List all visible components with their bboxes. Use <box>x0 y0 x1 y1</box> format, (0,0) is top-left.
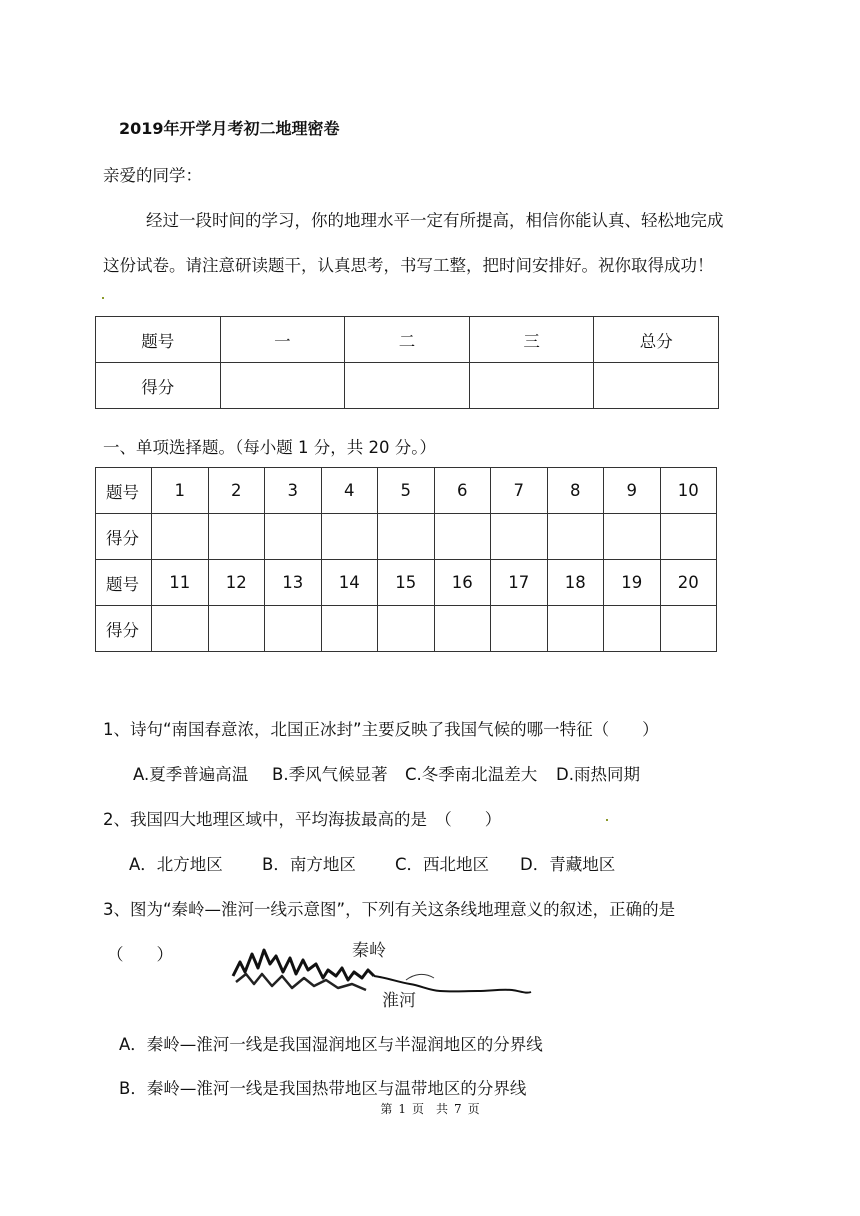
table-header-cell: 二 <box>345 317 470 363</box>
score-cell[interactable] <box>220 363 345 409</box>
table-header-cell: 题号 <box>96 317 221 363</box>
question-1-option-d: D.雨热同期 <box>556 765 640 784</box>
question-3-option-b: B．秦岭—淮河一线是我国热带地区与温带地区的分界线 <box>119 1079 527 1098</box>
question-3-stem: 3、图为“秦岭—淮河一线示意图”，下列有关这条线地理意义的叙述，正确的是 <box>103 900 676 919</box>
question-number: 5 <box>378 468 435 514</box>
question-number: 11 <box>152 560 209 606</box>
question-number: 17 <box>491 560 548 606</box>
greeting: 亲爱的同学： <box>103 166 202 185</box>
answer-cell[interactable] <box>378 514 435 560</box>
question-1-option-a: A.夏季普遍高温 <box>133 765 249 784</box>
score-cell[interactable] <box>469 363 594 409</box>
question-number: 2 <box>208 468 265 514</box>
question-number: 15 <box>378 560 435 606</box>
answer-cell[interactable] <box>152 606 209 652</box>
question-number: 19 <box>604 560 661 606</box>
question-2-option-c: C．西北地区 <box>395 855 490 874</box>
answer-cell[interactable] <box>604 514 661 560</box>
question-number: 7 <box>491 468 548 514</box>
page-footer <box>0 1100 860 1117</box>
question-1-stem: 1、诗句“南国春意浓，北国正冰封”主要反映了我国气候的哪一特征（ ） <box>103 720 659 739</box>
row-label: 得分 <box>96 363 221 409</box>
section-heading: 一、单项选择题。（每小题 1 分，共 20 分。） <box>103 438 436 457</box>
answer-cell[interactable] <box>604 606 661 652</box>
qinling-huaihe-map <box>228 934 533 1010</box>
answer-cell[interactable] <box>660 606 717 652</box>
question-number: 13 <box>265 560 322 606</box>
question-2-option-d: D．青藏地区 <box>520 855 616 874</box>
question-3-blank: （ ） <box>107 945 173 964</box>
question-2-option-a: A．北方地区 <box>129 855 223 874</box>
stray-mark <box>102 297 104 299</box>
river-branch <box>406 974 434 980</box>
answer-grid-table <box>95 467 717 652</box>
footer-prefix: 第 <box>380 1102 393 1116</box>
row-label: 得分 <box>96 514 152 560</box>
answer-cell[interactable] <box>434 514 491 560</box>
question-number: 8 <box>547 468 604 514</box>
footer-middle: 页 共 <box>411 1102 448 1116</box>
table-row <box>96 560 717 606</box>
question-number: 4 <box>321 468 378 514</box>
answer-cell[interactable] <box>265 606 322 652</box>
footer-suffix: 页 <box>467 1102 480 1116</box>
answer-cell[interactable] <box>660 514 717 560</box>
answer-cell[interactable] <box>378 606 435 652</box>
table-row <box>96 606 717 652</box>
question-number: 3 <box>265 468 322 514</box>
question-number: 20 <box>660 560 717 606</box>
question-number: 1 <box>152 468 209 514</box>
score-cell[interactable] <box>345 363 470 409</box>
answer-cell[interactable] <box>434 606 491 652</box>
table-header-cell: 总分 <box>594 317 719 363</box>
row-label: 题号 <box>96 560 152 606</box>
question-2-option-b: B．南方地区 <box>262 855 356 874</box>
map-label-huaihe: 淮河 <box>382 991 416 1010</box>
answer-cell[interactable] <box>491 606 548 652</box>
table-row <box>96 363 719 409</box>
answer-cell[interactable] <box>547 514 604 560</box>
question-number: 18 <box>547 560 604 606</box>
answer-cell[interactable] <box>491 514 548 560</box>
answer-cell[interactable] <box>547 606 604 652</box>
row-label: 题号 <box>96 468 152 514</box>
question-number: 6 <box>434 468 491 514</box>
answer-cell[interactable] <box>265 514 322 560</box>
question-number: 9 <box>604 468 661 514</box>
question-1-option-b: B.季风气候显著 <box>272 765 388 784</box>
total-pages: 7 <box>454 1102 462 1116</box>
table-row <box>96 514 717 560</box>
question-3-option-a: A．秦岭—淮河一线是我国湿润地区与半湿润地区的分界线 <box>119 1035 543 1054</box>
exam-title: 2019年开学月考初二地理密卷 <box>119 119 340 138</box>
answer-cell[interactable] <box>208 514 265 560</box>
map-label-qinling: 秦岭 <box>352 941 386 961</box>
table-row <box>96 468 717 514</box>
question-1-option-c: C.冬季南北温差大 <box>405 765 538 784</box>
answer-cell[interactable] <box>152 514 209 560</box>
question-number: 16 <box>434 560 491 606</box>
stray-mark <box>606 819 608 821</box>
score-summary-table <box>95 316 719 409</box>
answer-cell[interactable] <box>208 606 265 652</box>
answer-cell[interactable] <box>321 514 378 560</box>
row-label: 得分 <box>96 606 152 652</box>
intro-line-1: 经过一段时间的学习，你的地理水平一定有所提高，相信你能认真、轻松地完成 <box>146 211 724 230</box>
page-number: 1 <box>398 1102 406 1116</box>
table-header-cell: 一 <box>220 317 345 363</box>
intro-line-2: 这份试卷。请注意研读题干，认真思考，书写工整，把时间安排好。祝你取得成功！ <box>103 256 714 275</box>
score-cell[interactable] <box>594 363 719 409</box>
question-number: 12 <box>208 560 265 606</box>
question-number: 14 <box>321 560 378 606</box>
table-header-cell: 三 <box>469 317 594 363</box>
question-number: 10 <box>660 468 717 514</box>
answer-cell[interactable] <box>321 606 378 652</box>
table-row <box>96 317 719 363</box>
question-2-stem: 2、我国四大地理区域中，平均海拔最高的是 （ ） <box>103 810 502 829</box>
